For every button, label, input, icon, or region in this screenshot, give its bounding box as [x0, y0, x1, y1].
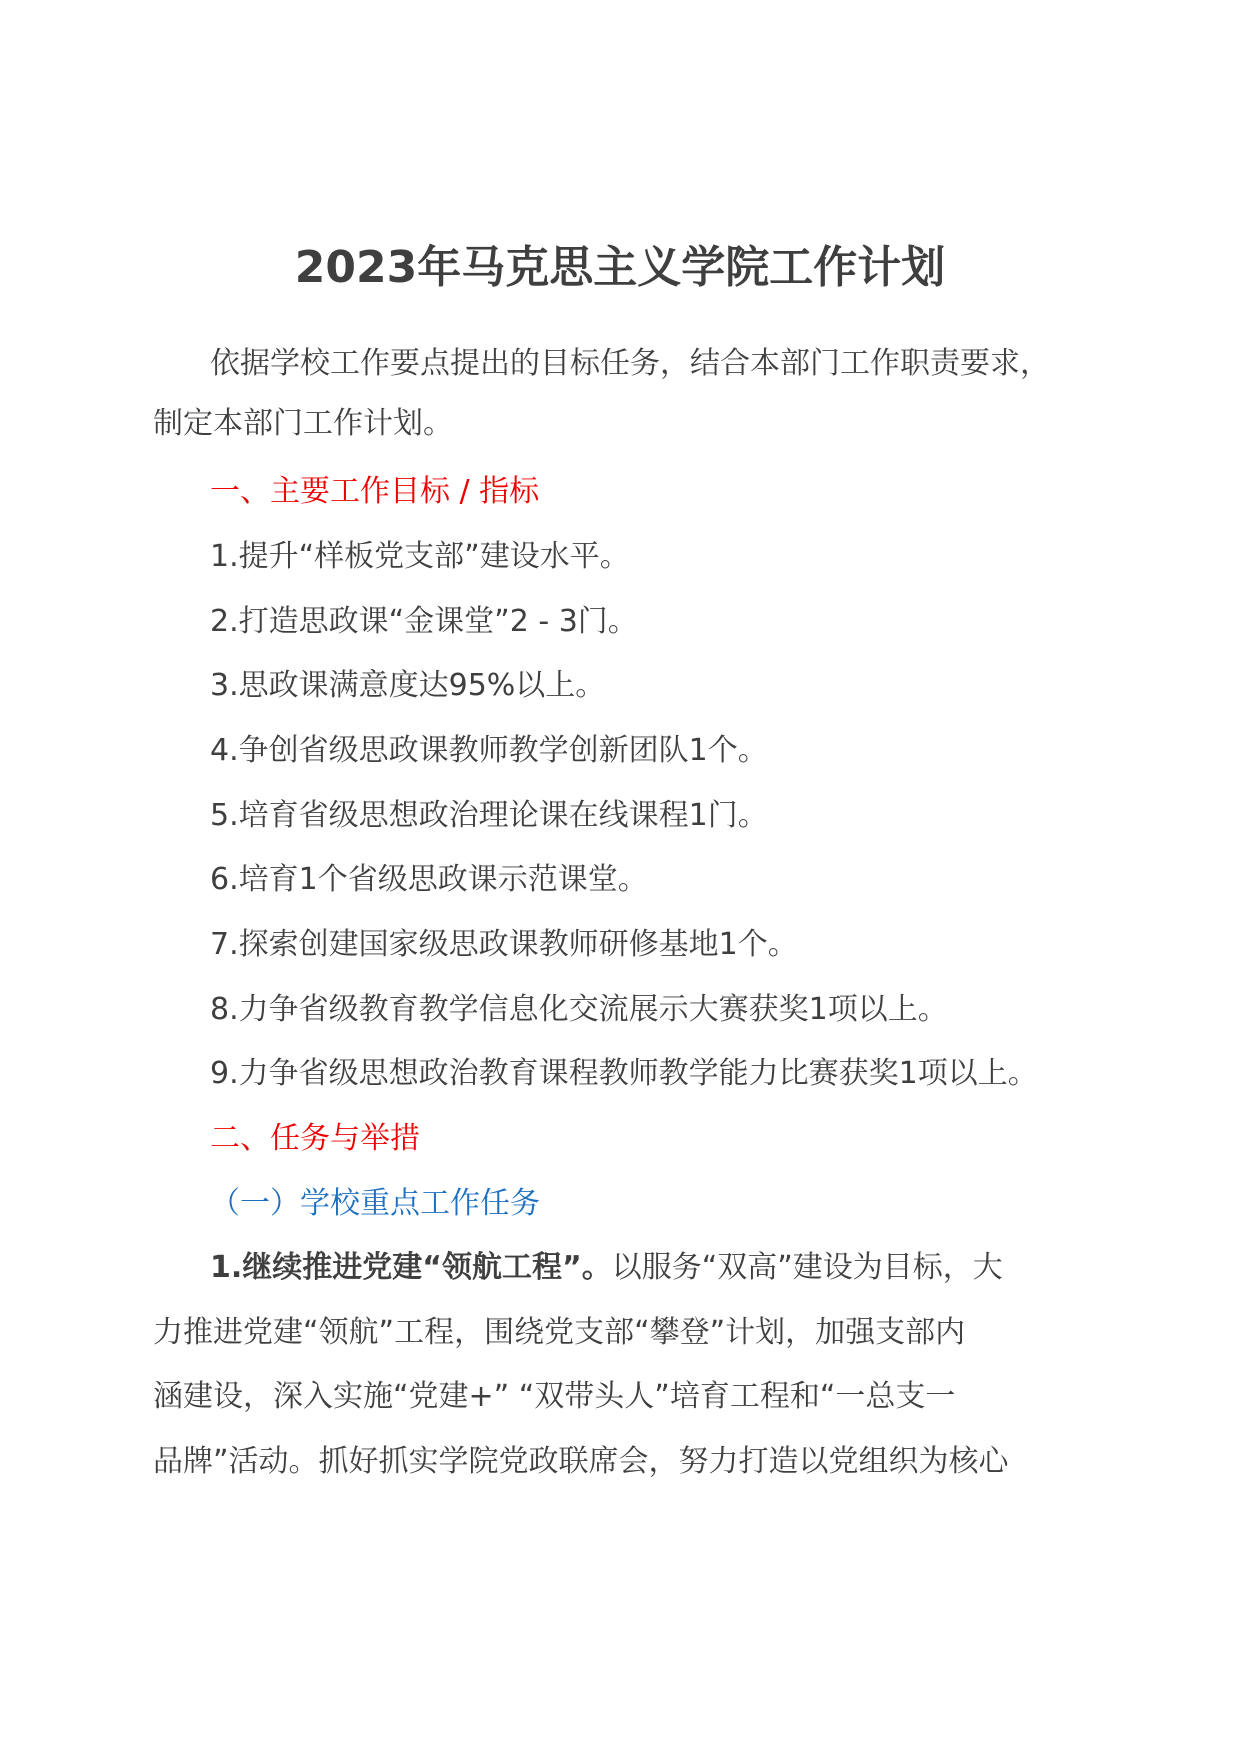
task-1-line-2: 力推进党建“领航”工程，围绕党支部“攀登”计划，加强支部内	[153, 1315, 966, 1350]
task-1-line-4: 品牌”活动。抓好抓实学院党政联席会，努力打造以党组织为核心	[153, 1444, 1009, 1479]
task-1-bold-lead: 1.继续推进党建“领航工程”。	[210, 1250, 612, 1285]
goal-item-5: 5.培育省级思想政治理论课在线课程1门。	[210, 798, 768, 833]
document-title: 2023年马克思主义学院工作计划	[294, 242, 946, 293]
goal-item-9: 9.力争省级思想政治教育课程教师教学能力比赛获奖1项以上。	[210, 1056, 1038, 1091]
task-1-line-1	[210, 1246, 1003, 1290]
goal-item-4: 4.争创省级思政课教师教学创新团队1个。	[210, 733, 768, 768]
intro-line-1: 依据学校工作要点提出的目标任务，结合本部门工作职责要求，	[210, 346, 1050, 381]
section-2-subheading: （一）学校重点工作任务	[210, 1186, 540, 1221]
goal-item-6: 6.培育1个省级思政课示范课堂。	[210, 862, 648, 897]
goal-item-2: 2.打造思政课“金课堂”2 - 3门。	[210, 604, 638, 639]
goal-item-7: 7.探索创建国家级思政课教师研修基地1个。	[210, 927, 798, 962]
goal-item-8: 8.力争省级教育教学信息化交流展示大赛获奖1项以上。	[210, 992, 948, 1027]
section-2-heading: 二、任务与举措	[210, 1121, 420, 1156]
goal-item-1: 1.提升“样板党支部”建设水平。	[210, 539, 630, 574]
intro-line-2: 制定本部门工作计划。	[153, 406, 453, 441]
goal-item-3: 3.思政课满意度达95%以上。	[210, 668, 606, 703]
task-1-line-1-rest: 以服务“双高”建设为目标，大	[611, 1250, 1003, 1285]
section-1-heading: 一、主要工作目标 / 指标	[210, 474, 540, 509]
task-1-line-3: 涵建设，深入实施“党建+” “双带头人”培育工程和“一总支一	[153, 1379, 956, 1414]
